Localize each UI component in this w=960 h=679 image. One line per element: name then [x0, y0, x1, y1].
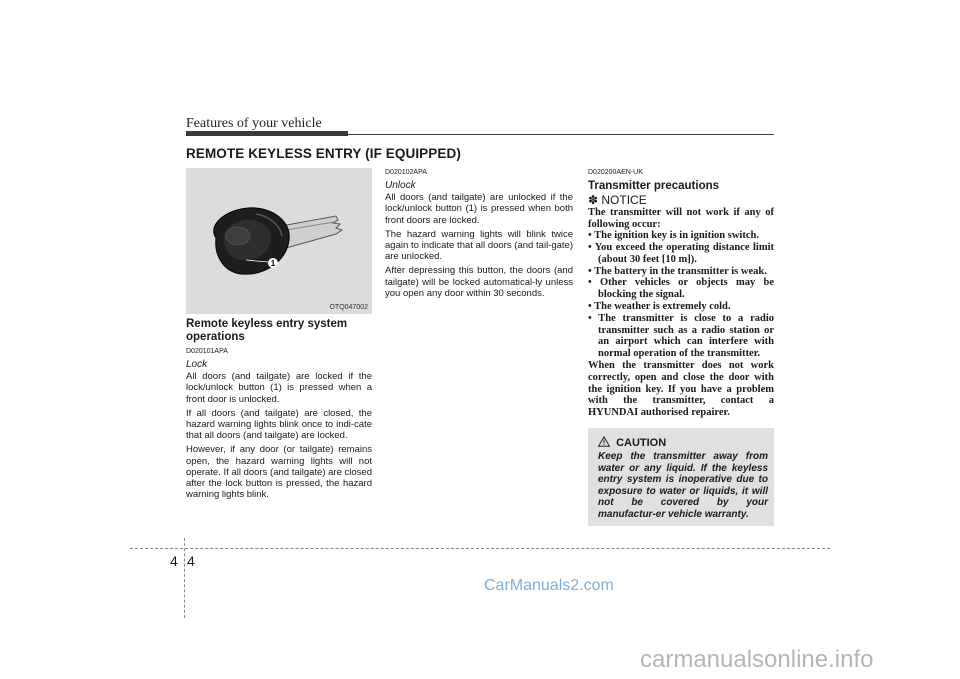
col2-sub: Unlock: [385, 180, 416, 191]
col1-code: D020101APA: [186, 348, 228, 355]
col1-heading: Remote keyless entry system operations: [186, 318, 348, 343]
notice-bullet: • The battery in the transmitter is weak.: [588, 265, 767, 277]
notice-bullet: • The weather is extremely cold.: [588, 301, 731, 313]
col2-p3: After depressing this button, the doors (and tailgate) will be locked automatical-ly unless you open any door within 30 seconds.: [385, 265, 573, 299]
notice-bullet: • Other vehicles or objects may be blocking the signal.: [588, 277, 774, 301]
notice-bullet: • You exceed the operating distance limit (about 30 feet [10 m]).: [588, 242, 774, 265]
caution-heading: [598, 436, 666, 449]
col1-sub: Lock: [186, 359, 208, 370]
column-3: [588, 168, 774, 419]
caution-title: CAUTION: [616, 437, 667, 449]
col3-code: D020200AEN-UK: [588, 169, 643, 176]
caution-text: Keep the transmitter away from water or any liquid. If the keyless entry system is inoperative due to exposure to water or liquids, it will not be covered by your manufactur-er vehicle warranty.: [598, 451, 768, 520]
callout-number: 1: [270, 259, 276, 268]
section-title: REMOTE KEYLESS ENTRY (IF EQUIPPED): [186, 146, 461, 161]
col2-code: D020102APA: [385, 169, 427, 176]
col1-p3: However, if any door (or tailgate) remains open, the hazard warning lights will not operate. If all doors (and tailgate) are closed after the lock button is pressed, the hazard warning lights blink.: [186, 444, 372, 501]
col2-p2: The hazard warning lights will blink twice again to indicate that all doors (and tail-gate) are unlocked.: [385, 228, 573, 263]
col3-heading: Transmitter precautions: [588, 180, 720, 192]
column-2: [385, 168, 573, 302]
notice-body: [588, 207, 774, 419]
running-header: Features of your vehicle: [186, 116, 322, 131]
notice-bullet: • The transmitter is close to a radio transmitter such as a radio station or an airport which can interfere with normal operation of the transmitter.: [588, 312, 774, 360]
page-number: 4: [187, 553, 195, 569]
watermark-bottom: carmanualsonline.info: [640, 646, 874, 673]
col1-p2: If all doors (and tailgate) are closed, the hazard warning lights blink once to indi-cate that all doors (and tailgate) are locked.: [186, 407, 372, 442]
notice-bullet: • The ignition key is in ignition switch.: [588, 230, 759, 242]
notice-outro: When the transmitter does not work correctly, open and close the door with the ignition key. If you have a problem with the transmitter, contact a HYUNDAI authorised repairer.: [588, 360, 774, 419]
warning-triangle-icon: [598, 436, 610, 447]
col2-p1: All doors (and tailgate) are unlocked if the lock/unlock button (1) is pressed when both front doors are locked.: [385, 192, 573, 226]
notice-heading: ✽ NOTICE: [588, 192, 647, 207]
notice-intro: The transmitter will not work if any of following occur:: [588, 206, 774, 230]
header-rule: [348, 134, 774, 135]
footer-rule: [130, 548, 830, 549]
remote-key-illustration: [186, 168, 372, 314]
watermark-top: CarManuals2.com: [484, 577, 614, 594]
col1-p1: All doors (and tailgate) are locked if the lock/unlock button (1) is pressed when a front door is unlocked.: [186, 371, 372, 405]
chapter-number: 4: [170, 553, 178, 569]
key-figure: [186, 168, 372, 314]
column-1: [186, 318, 372, 503]
caution-box: [588, 428, 774, 526]
figure-code: OTQ047002: [329, 304, 368, 311]
header-bar: [186, 131, 348, 136]
footer-divider: [184, 538, 185, 618]
